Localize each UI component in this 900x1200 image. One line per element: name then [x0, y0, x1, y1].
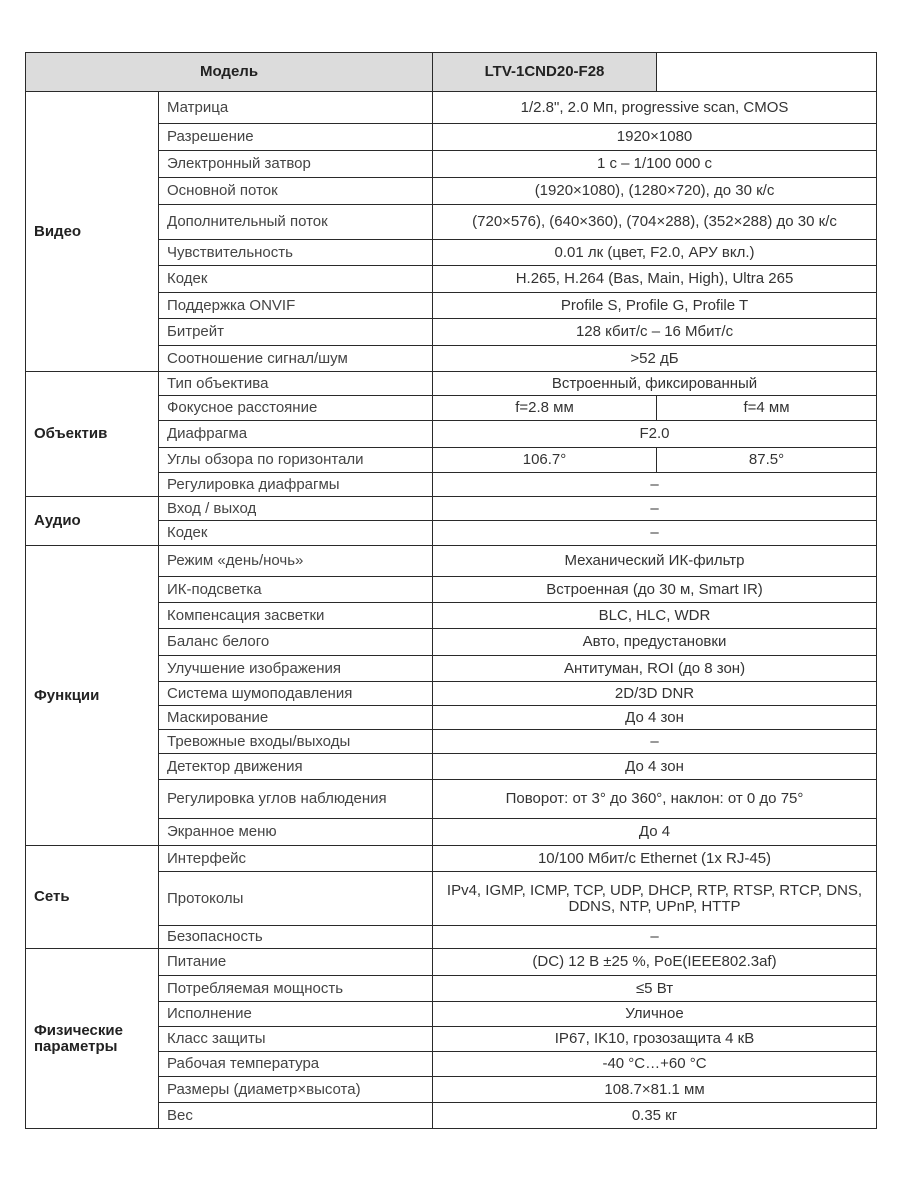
param-value: – [433, 730, 877, 754]
param-name: Кодек [159, 521, 433, 546]
param-value: – [433, 473, 877, 497]
param-name: Чувствительность [159, 240, 433, 266]
param-name: Система шумоподавления [159, 682, 433, 706]
param-value: Встроенная (до 30 м, Smart IR) [433, 577, 877, 603]
param-name: ИК-подсветка [159, 577, 433, 603]
param-value: Антитуман, ROI (до 8 зон) [433, 656, 877, 682]
param-name: Вес [159, 1103, 433, 1129]
param-value: f=4 мм [657, 396, 877, 421]
param-value: (DC) 12 В ±25 %, PoE(IEEE802.3af) [433, 949, 877, 976]
param-name: Регулировка диафрагмы [159, 473, 433, 497]
param-name: Экранное меню [159, 819, 433, 846]
param-value: 1920×1080 [433, 124, 877, 151]
param-name: Кодек [159, 266, 433, 293]
param-value: 128 кбит/с – 16 Мбит/с [433, 319, 877, 346]
table-row [26, 92, 877, 124]
param-name: Протоколы [159, 872, 433, 926]
param-value: Механический ИК-фильтр [433, 546, 877, 577]
param-value: – [433, 497, 877, 521]
param-name: Безопасность [159, 926, 433, 949]
param-value: BLC, HLC, WDR [433, 603, 877, 629]
param-name: Компенсация засветки [159, 603, 433, 629]
param-value: 1/2.8", 2.0 Мп, progressive scan, CMOS [433, 92, 877, 124]
param-name: Вход / выход [159, 497, 433, 521]
param-value: 2D/3D DNR [433, 682, 877, 706]
param-value: (1920×1080), (1280×720), до 30 к/с [433, 178, 877, 205]
section-label: Видео [26, 92, 159, 372]
table-row [26, 949, 877, 976]
param-name: Потребляемая мощность [159, 976, 433, 1002]
param-name: Маскирование [159, 706, 433, 730]
table-row [26, 546, 877, 577]
param-value: До 4 [433, 819, 877, 846]
param-value: Уличное [433, 1002, 877, 1027]
param-name: Поддержка ONVIF [159, 293, 433, 319]
param-value: (720×576), (640×360), (704×288), (352×288) до 30 к/с [433, 205, 877, 240]
param-name: Основной поток [159, 178, 433, 205]
param-value: H.265, H.264 (Bas, Main, High), Ultra 265 [433, 266, 877, 293]
param-value: 106.7° [433, 448, 657, 473]
param-name: Класс защиты [159, 1027, 433, 1052]
header-empty-cell [657, 53, 877, 92]
param-name: Диафрагма [159, 421, 433, 448]
param-name: Улучшение изображения [159, 656, 433, 682]
param-value: 0.35 кг [433, 1103, 877, 1129]
spec-table [25, 52, 877, 1129]
param-value: До 4 зон [433, 706, 877, 730]
param-value: 1 с – 1/100 000 с [433, 151, 877, 178]
param-value: 87.5° [657, 448, 877, 473]
param-name: Углы обзора по горизонтали [159, 448, 433, 473]
param-value: Встроенный, фиксированный [433, 372, 877, 396]
section-label: Сеть [26, 846, 159, 949]
param-value: Авто, предустановки [433, 629, 877, 656]
param-name: Размеры (диаметр×высота) [159, 1077, 433, 1103]
param-name: Дополнительный поток [159, 205, 433, 240]
param-name: Электронный затвор [159, 151, 433, 178]
param-value: – [433, 926, 877, 949]
param-value: f=2.8 мм [433, 396, 657, 421]
table-row [26, 846, 877, 872]
param-value: >52 дБ [433, 346, 877, 372]
param-name: Разрешение [159, 124, 433, 151]
param-value: 0.01 лк (цвет, F2.0, АРУ вкл.) [433, 240, 877, 266]
param-name: Битрейт [159, 319, 433, 346]
param-name: Фокусное расстояние [159, 396, 433, 421]
param-value: До 4 зон [433, 754, 877, 780]
param-value: IP67, IK10, грозозащита 4 кВ [433, 1027, 877, 1052]
param-name: Интерфейс [159, 846, 433, 872]
param-name: Режим «день/ночь» [159, 546, 433, 577]
param-name: Детектор движения [159, 754, 433, 780]
param-value: – [433, 521, 877, 546]
section-label: Аудио [26, 497, 159, 546]
param-name: Исполнение [159, 1002, 433, 1027]
param-name: Рабочая температура [159, 1052, 433, 1077]
param-value: Поворот: от 3° до 360°, наклон: от 0 до 75° [433, 780, 877, 819]
section-label: Функции [26, 546, 159, 846]
header-model: LTV-1CND20-F28 [433, 53, 657, 92]
param-value: -40 °C…+60 °C [433, 1052, 877, 1077]
param-value: ≤5 Вт [433, 976, 877, 1002]
param-name: Баланс белого [159, 629, 433, 656]
section-label: Физические параметры [26, 949, 159, 1129]
table-row [26, 497, 877, 521]
param-value: Profile S, Profile G, Profile T [433, 293, 877, 319]
param-name: Питание [159, 949, 433, 976]
table-row [26, 372, 877, 396]
param-value: 108.7×81.1 мм [433, 1077, 877, 1103]
header-row [26, 53, 877, 92]
param-name: Тип объектива [159, 372, 433, 396]
param-name: Тревожные входы/выходы [159, 730, 433, 754]
param-value: F2.0 [433, 421, 877, 448]
param-value: 10/100 Мбит/с Ethernet (1x RJ-45) [433, 846, 877, 872]
param-value: IPv4, IGMP, ICMP, TCP, UDP, DHCP, RTP, RTSP, RTCP, DNS, DDNS, NTP, UPnP, HTTP [433, 872, 877, 926]
section-label: Объектив [26, 372, 159, 497]
param-name: Матрица [159, 92, 433, 124]
header-label: Модель [26, 53, 433, 92]
param-name: Соотношение сигнал/шум [159, 346, 433, 372]
param-name: Регулировка углов наблюдения [159, 780, 433, 819]
